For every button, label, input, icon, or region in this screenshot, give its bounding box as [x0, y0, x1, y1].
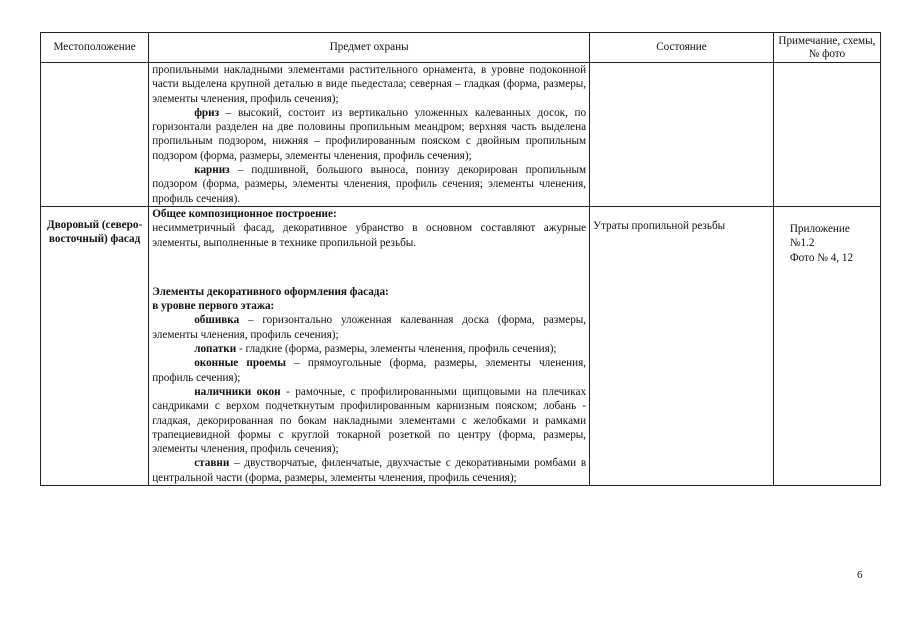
- item-text: - гладкие (форма, размеры, элементы членения, профиль сечения);: [236, 343, 557, 356]
- level-heading: в уровне первого этажа:: [152, 300, 275, 313]
- row2-subject-cell: [149, 206, 590, 485]
- item-text: – прямоугольные (форма, размеры, элементы членения, профиль сечения);: [152, 357, 587, 384]
- row1-location-cell: [41, 63, 149, 207]
- header-subject: Предмет охраны: [149, 33, 590, 63]
- karniz-text: – подшивной, большого выноса, понизу декорирован пропильным подзором (форма, размеры, элементы членения, профиль сечения; элементы членения, профиль сечения).: [152, 164, 587, 205]
- note-cell: [773, 206, 880, 485]
- item-text: – двустворчатые, филенчатые, двухчастые с декоративными ромбами в центральной части (форма, размеры, элементы членения, профиль сечения);: [152, 457, 587, 484]
- spacer: [152, 250, 586, 285]
- state-cell: Утраты пропильной резьбы: [590, 206, 774, 485]
- item-term: оконные проемы: [194, 357, 286, 370]
- decor-heading: Элементы декоративного оформления фасада:: [152, 285, 389, 298]
- table-header-row: [41, 33, 881, 63]
- friz-text: – высокий, состоит из вертикально уложенных калеванных досок, по горизонтали разделен на две половины пропильным меандром; верхняя часть выделена пропильным подзором, нижняя – профилированным пояском с двойным пропильным подзором (форма, размеры, элементы членения, профиль сечения);: [152, 106, 587, 162]
- location-cell: Дворовый (северо-восточный) фасад: [41, 206, 149, 485]
- header-state: Состояние: [590, 33, 774, 63]
- list-item: [152, 342, 586, 356]
- note-appendix: Приложение №1.2: [789, 222, 850, 250]
- friz-paragraph: [152, 106, 586, 163]
- row1-state-cell: [590, 63, 774, 207]
- karniz-paragraph: [152, 163, 586, 206]
- protection-table: [40, 32, 881, 486]
- row1-note-cell: [773, 63, 880, 207]
- item-text: – горизонтально уложенная калеванная доска (форма, размеры, элементы членения, профиль сечения);: [152, 314, 587, 341]
- note-photos: Фото № 4, 12: [789, 251, 854, 264]
- item-term: лопатки: [194, 343, 237, 356]
- table-row: [41, 206, 881, 485]
- friz-term: фриз: [194, 106, 220, 119]
- item-term: обшивка: [194, 314, 240, 327]
- item-term: наличники окон: [194, 385, 281, 398]
- header-note: Примечание, схемы, № фото: [773, 33, 880, 63]
- item-term: ставни: [194, 457, 230, 470]
- list-item: [152, 385, 586, 456]
- list-item: [152, 313, 586, 342]
- karniz-term: карниз: [194, 164, 230, 177]
- header-location: Местоположение: [41, 33, 149, 63]
- item-text: - рамочные, с профилированными щипцовыми на плечиках сандриками с верхом подчеткнутым профилированным карнизным пояском; лобань - гладкая, декорированная по бокам накладными элементами с желобками и рамками трапециевидной формы с круглой токарной розеткой по центру (форма, размеры, элементы членения, профиль сечения);: [152, 385, 587, 456]
- page-number: 6: [857, 569, 863, 581]
- comp-heading: Общее композиционное построение:: [152, 207, 337, 220]
- comp-text: несимметричный фасад, декоративное убранство в основном составляют ажурные элементы, выполненные в технике пропильной резьбы.: [152, 222, 587, 249]
- table-row: [41, 63, 881, 207]
- row1-subject-cell: [149, 63, 590, 207]
- list-item: [152, 356, 586, 385]
- row1-paragraph: пропильными накладными элементами растительного орнамента, в уровне подоконной части выделена крупной деталью в виде пьедестала; северная – гладкая (форма, размеры, элементы членения, профиль сечения);: [152, 64, 587, 105]
- list-item: [152, 456, 586, 485]
